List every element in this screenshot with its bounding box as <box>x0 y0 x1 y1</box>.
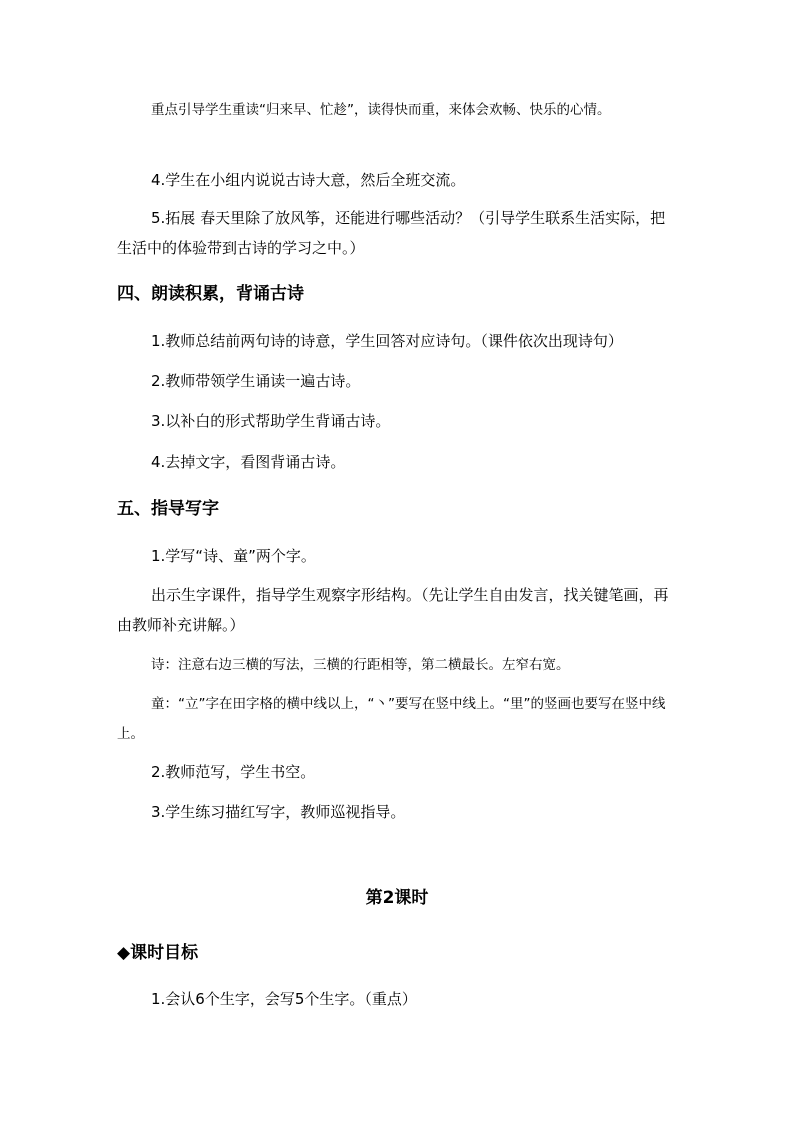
lesson-2-title: 第2课时 <box>365 888 429 908</box>
note-tong-paragraph: 童：“立”字在田字格的横中线以上，“丶”要写在竖中线上。“里”的竖画也要写在竖中线上。 <box>117 696 666 742</box>
focus-reading-paragraph: 重点引导学生重读“归来早、忙趁”，读得快而重，来体会欢畅、快乐的心情。 <box>151 102 611 118</box>
section-4-item-1: 1.教师总结前两句诗的诗意，学生回答对应诗句。（课件依次出现诗句） <box>151 332 623 350</box>
note-shi-paragraph: 诗：注意右边三横的写法，三横的行距相等，第二横最长。左窄右宽。 <box>151 657 570 673</box>
character-guide-paragraph: 出示生字课件，指导学生观察字形结构。（先让学生自由发言，找关键笔画，再由教师补充讲解。） <box>117 586 669 634</box>
objective-1: 1.会认6个生字，会写5个生字。（重点） <box>151 990 417 1008</box>
section-5-item-1: 1.学写“诗、童”两个字。 <box>151 547 316 565</box>
lesson-objectives-heading: ◆课时目标 <box>117 943 199 963</box>
section-5-item-2: 2.教师范写，学生书空。 <box>151 763 316 781</box>
section-5-heading: 五、指导写字 <box>117 499 219 519</box>
section-4-heading: 四、朗读积累，背诵古诗 <box>117 284 304 304</box>
section-4-item-3: 3.以补白的形式帮助学生背诵古诗。 <box>151 412 391 430</box>
section-4-item-4: 4.去掉文字，看图背诵古诗。 <box>151 453 346 471</box>
section-4-item-2: 2.教师带领学生诵读一遍古诗。 <box>151 372 361 390</box>
section-5-item-3: 3.学生练习描红写字，教师巡视指导。 <box>151 803 406 821</box>
step-5-paragraph: 5.拓展 春天里除了放风筝，还能进行哪些活动？（引导学生联系生活实际，把生活中的体验带到古诗的学习之中。） <box>117 209 666 257</box>
step-4-paragraph: 4.学生在小组内说说古诗大意，然后全班交流。 <box>151 171 466 189</box>
